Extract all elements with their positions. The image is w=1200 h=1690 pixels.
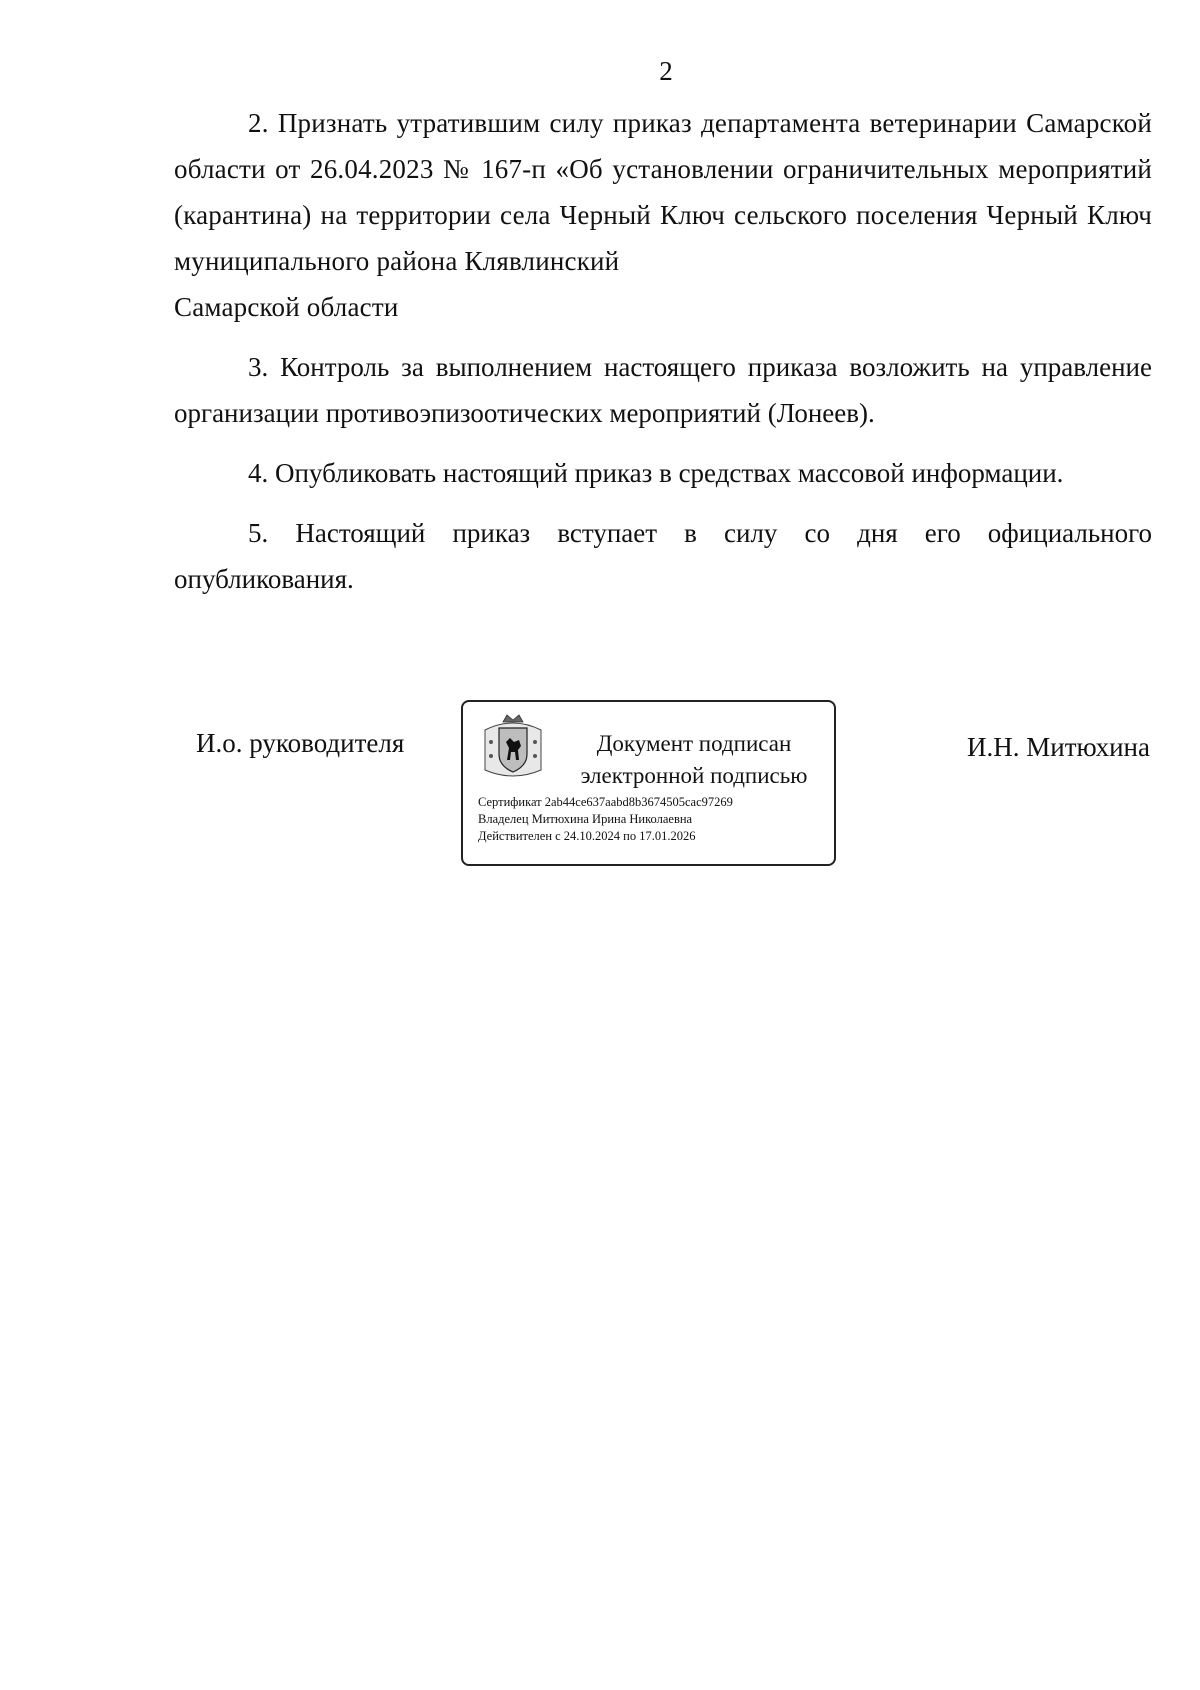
stamp-validity: Действителен с 24.10.2024 по 17.01.2026: [478, 829, 696, 843]
stamp-title-line-1: Документ подписан: [596, 731, 792, 756]
stamp-details: [478, 794, 733, 845]
page-number: 2: [659, 56, 673, 86]
paragraph-2: [174, 100, 1152, 330]
samara-coat-of-arms-icon: [481, 712, 545, 784]
paragraph-2-last-line: Самарской области: [174, 292, 399, 322]
stamp-title-line-2: электронной подписью: [580, 763, 808, 788]
signature-block: [0, 700, 1200, 880]
electronic-signature-stamp: [461, 700, 836, 866]
stamp-owner: Владелец Митюхина Ирина Николаевна: [478, 812, 693, 826]
order-body: [174, 100, 1152, 616]
signer-name: И.Н. Митюхина: [966, 732, 1150, 762]
paragraph-5: 5. Настоящий приказ вступает в силу со дня его официального опубликования.: [174, 518, 1152, 594]
paragraph-3: 3. Контроль за выполнением настоящего приказа возложить на управление организации противоэпизоотических мероприятий (Лонеев).: [174, 352, 1152, 428]
signer-position: И.о. руководителя: [196, 728, 405, 758]
stamp-certificate: Сертификат 2ab44ce637aabd8b3674505cac97269: [478, 795, 733, 809]
paragraph-2-text: 2. Признать утратившим силу приказ департамента ветеринарии Самарской области от 26.04.2023 № 167-п «Об установлении ограничительных мероприятий (карантина) на территории села Черный Ключ сельского поселения Черный Ключ муниципального района Клявлинский: [174, 108, 1152, 276]
stamp-title: [559, 728, 829, 792]
paragraph-4: 4. Опубликовать настоящий приказ в средствах массовой информации.: [248, 458, 1064, 488]
